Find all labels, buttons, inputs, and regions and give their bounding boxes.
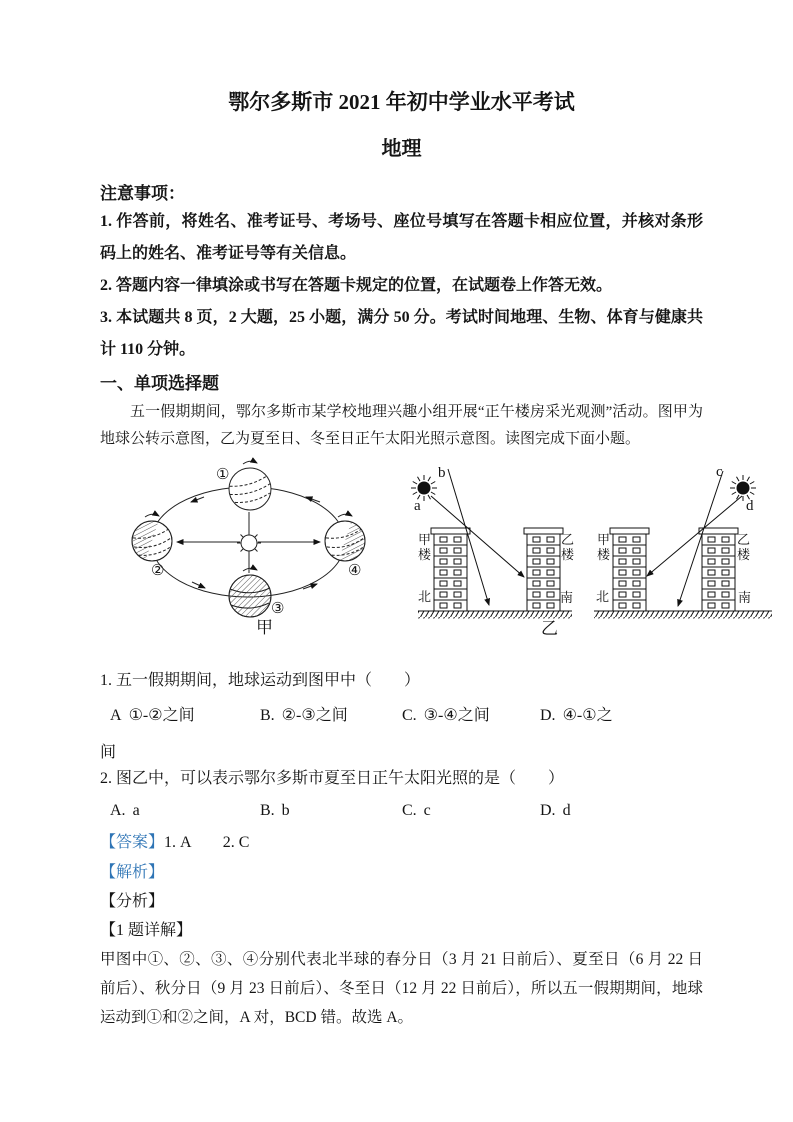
question-2-option-b — [260, 799, 402, 823]
building-label-yi-2: 乙楼 — [736, 532, 750, 562]
rotation-arrow-icon — [145, 514, 159, 517]
option-label: A — [110, 707, 122, 724]
option-label: B. — [260, 707, 275, 724]
building-label-jia-1: 甲楼 — [417, 532, 431, 562]
detail-heading: 【1 题详解】 — [100, 922, 193, 939]
building-yi-1 — [524, 528, 563, 611]
option-label: B. — [260, 802, 275, 819]
figure-jia-caption: 甲 — [256, 618, 273, 637]
direction-south-2: 南 — [738, 590, 752, 605]
option-text: c — [423, 802, 431, 819]
subject-title: 地理 — [381, 138, 422, 160]
earth-revolution-diagram — [127, 461, 370, 617]
ground-hatch-1 — [418, 612, 572, 619]
section-heading: 一、单项选择题 — [100, 374, 219, 393]
option-text: d — [562, 802, 571, 819]
detail-text: 甲图中①、②、③、④分别代表北半球的春分日（3 月 21 日前后）、夏至日（6 月 22 日前后）、秋分日（9 月 23 日前后）、冬至日（12 月 22 日前后），所以五一假期期间，地球运动到①和②之间，A 对，BCD 错。故选 A。 — [100, 951, 703, 1026]
ray-label-b: b — [438, 465, 446, 481]
notice-item-1: 1. 作答前，将姓名、准考证号、考场号、座位号填写在答题卡相应位置，并核对条形码上的姓名、准考证号等有关信息。 — [100, 213, 703, 262]
question-1-text: 1. 五一假期期间，地球运动到图甲中（ ） — [100, 672, 421, 689]
fenxi-tag: 【分析】 — [100, 893, 165, 910]
orbit-label-1: ① — [216, 467, 230, 483]
rotation-arrow-icon — [243, 461, 257, 464]
question-1-option-d-wrap: 间 — [100, 744, 117, 761]
ray-label-a: a — [414, 498, 421, 514]
notice-heading: 注意事项： — [100, 184, 185, 203]
option-text: a — [132, 802, 140, 819]
question-2-option-d — [540, 799, 703, 823]
option-label: D. — [540, 802, 556, 819]
ray-label-c: c — [716, 464, 723, 480]
building-yi-2 — [699, 528, 738, 611]
building-jia-2 — [610, 528, 649, 611]
figure-yi-caption: 乙 — [541, 619, 558, 638]
building-label-yi-1: 乙楼 — [560, 532, 574, 562]
option-label: C. — [402, 707, 417, 724]
question-2-option-a — [110, 799, 260, 823]
orbit-arrow-bottom-left — [192, 582, 205, 588]
earth-position-1-icon — [228, 461, 274, 510]
direction-north-2: 北 — [596, 589, 610, 604]
answer-tag: 【答案】 — [100, 834, 165, 851]
figure-canvas — [100, 456, 782, 656]
option-text: ①-②之间 — [128, 707, 195, 724]
passage: 五一假期期间，鄂尔多斯市某学校地理兴趣小组开展“正午楼房采光观测”活动。图甲为地球公转示意图，乙为夏至日、冬至日正午太阳光照示意图。读图完成下面小题。 — [100, 404, 703, 447]
question-1-option-d — [540, 704, 703, 728]
answer-values: 1. A 2. C — [164, 834, 250, 851]
building-label-jia-2: 甲楼 — [596, 532, 610, 562]
question-1-option-a — [110, 704, 260, 728]
direction-south-1: 南 — [560, 590, 574, 605]
answer-line — [100, 830, 703, 856]
ground-hatch-2 — [594, 612, 772, 619]
orbit-label-3: ③ — [271, 601, 285, 617]
direction-north-1: 北 — [418, 589, 432, 604]
orbit-label-2: ② — [151, 563, 165, 579]
building-jia-1 — [431, 528, 470, 611]
question-2-text: 2. 图乙中，可以表示鄂尔多斯市夏至日正午太阳光照的是（ ） — [100, 770, 565, 787]
earth-position-2-icon — [127, 514, 174, 561]
rotation-arrow-icon — [338, 514, 352, 517]
notice-item-2: 2. 答题内容一律填涂或书写在答题卡规定的位置，在试题卷上作答无效。 — [100, 277, 613, 294]
orbit-label-4: ④ — [348, 563, 362, 579]
page-title: 鄂尔多斯市 2021 年初中学业水平考试 — [228, 90, 575, 114]
option-text: ④-①之 — [562, 707, 613, 724]
sunlight-panel-1 — [411, 469, 572, 619]
option-text: ②-③之间 — [281, 707, 348, 724]
question-1-option-c — [402, 704, 540, 728]
option-label: D. — [540, 707, 556, 724]
notice-item-3: 3. 本试题共 8 页，2 大题，25 小题，满分 50 分。考试时间地理、生物、体育与健康共计 110 分钟。 — [100, 309, 703, 358]
ray-label-d: d — [746, 498, 754, 514]
question-2-option-c — [402, 799, 540, 823]
question-2-options — [100, 799, 703, 823]
option-label: C. — [402, 802, 417, 819]
earth-position-4-icon — [325, 514, 370, 566]
orbit-arrow-top-left — [191, 497, 204, 502]
question-1-option-b — [260, 704, 402, 728]
sun-icon-center — [237, 531, 261, 555]
option-label: A. — [110, 802, 126, 819]
rotation-arrow-icon — [243, 568, 257, 571]
question-1-options — [100, 704, 703, 728]
earth-position-3-icon — [229, 568, 271, 617]
option-text: ③-④之间 — [423, 707, 490, 724]
figure-diagrams — [100, 456, 782, 656]
jiexi-tag: 【解析】 — [100, 864, 165, 881]
option-text: b — [281, 802, 290, 819]
